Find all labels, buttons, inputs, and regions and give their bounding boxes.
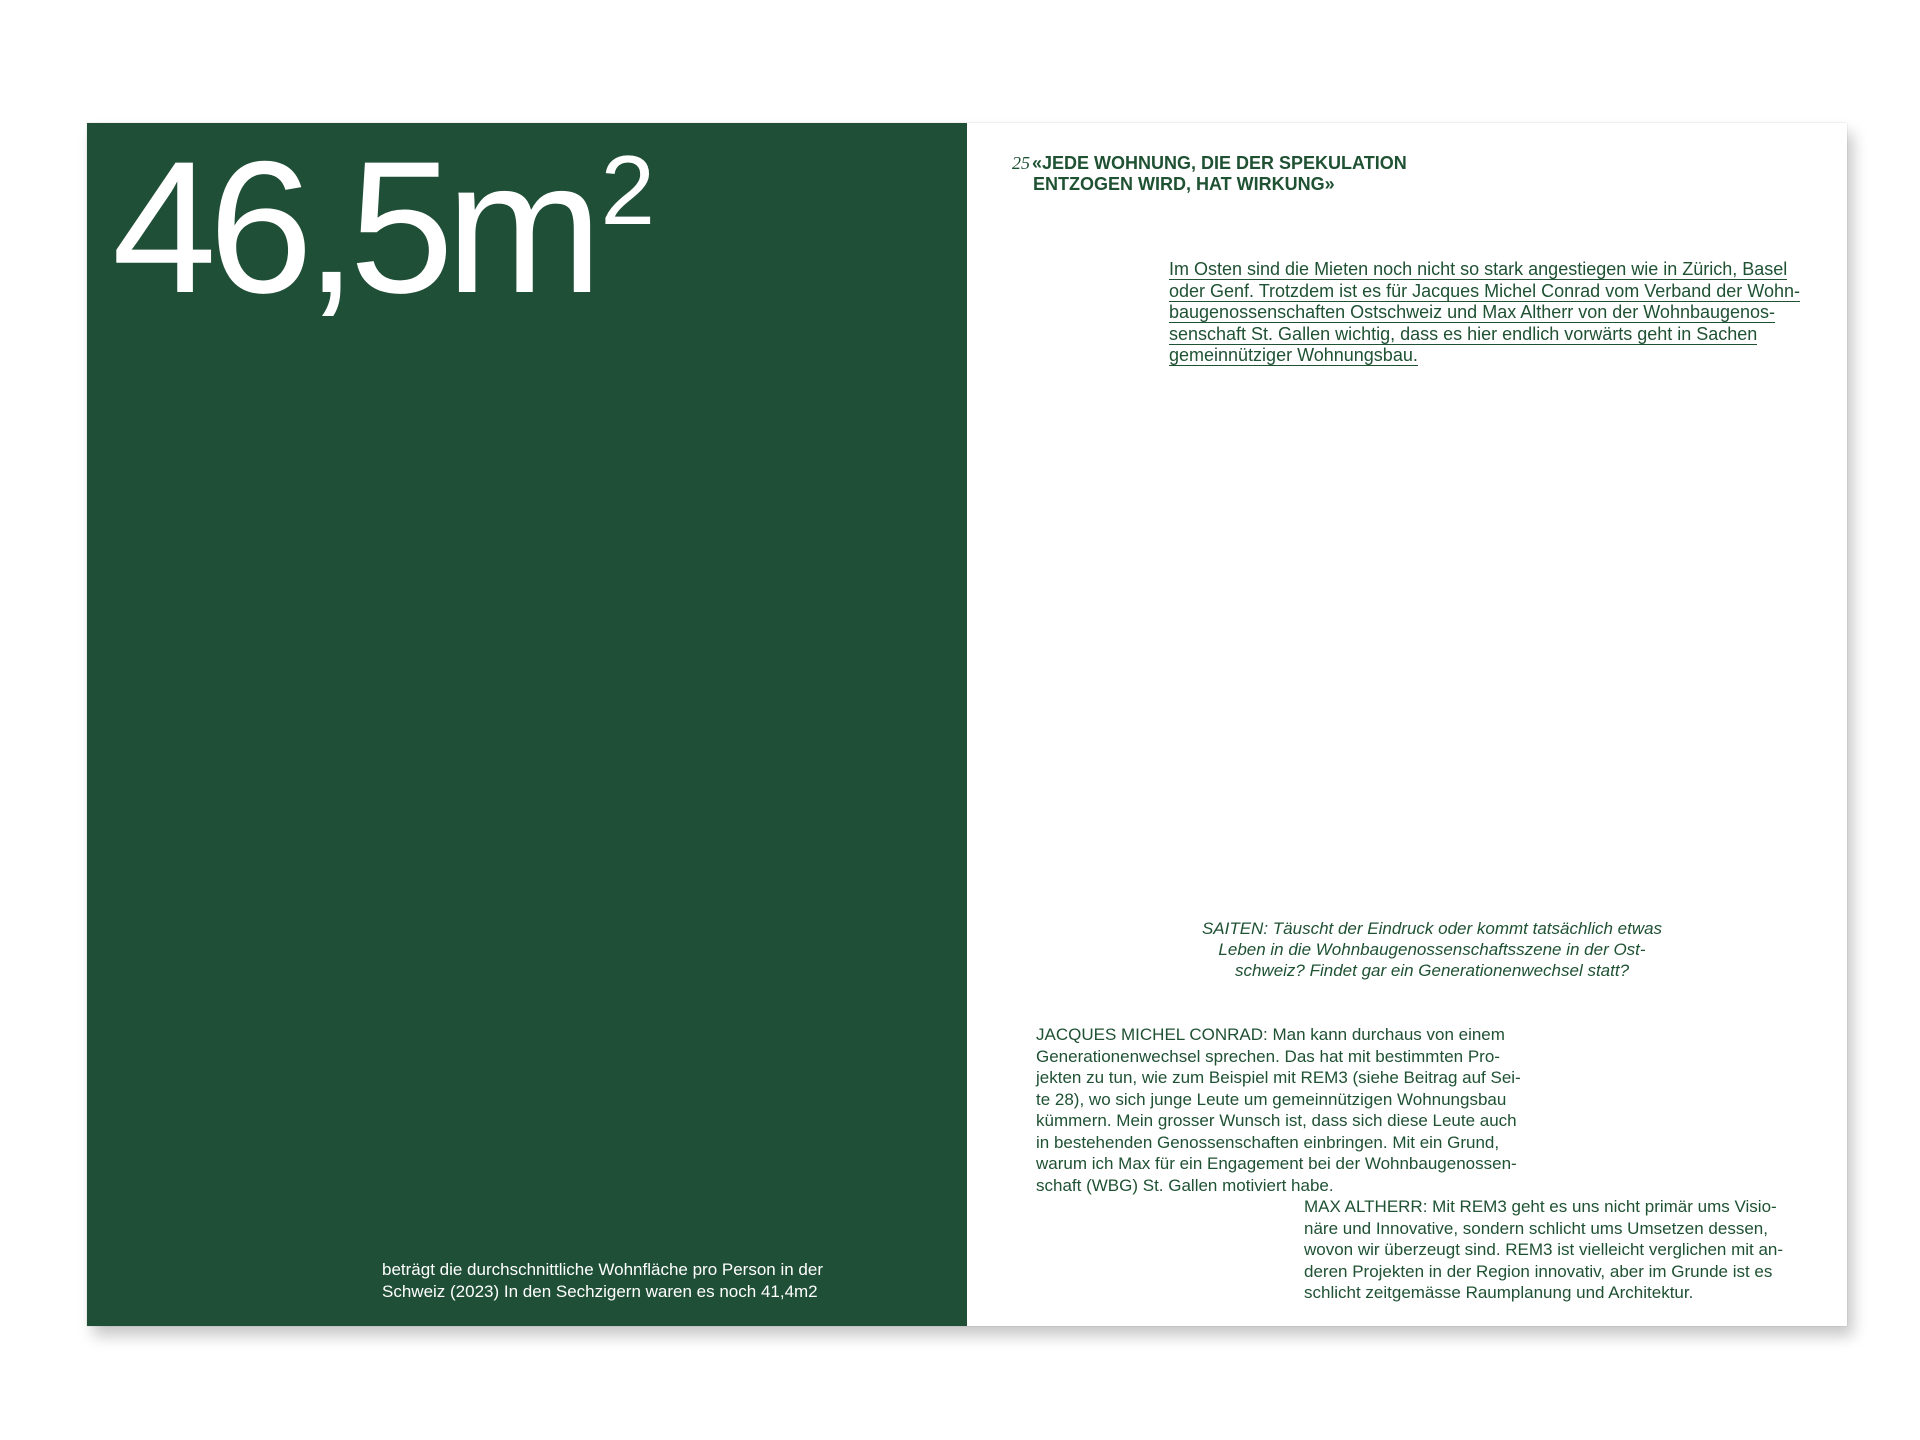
- lead-line: Im Osten sind die Mieten noch nicht so stark angestiegen wie in Zürich, Basel: [1169, 259, 1788, 279]
- answer-line: wovon wir überzeugt sind. REM3 ist vielleicht verglichen mit an-: [1304, 1240, 1784, 1259]
- lead-line: gemeinnütziger Wohnungsbau.: [1169, 345, 1418, 365]
- question-line: Leben in die Wohnbaugenossenschaftsszene in der Ost-: [1218, 940, 1646, 959]
- answer-line: warum ich Max für ein Engagement bei der Wohnbaugenossen-: [1036, 1154, 1517, 1173]
- answer-line: näre und Innovative, sondern schlicht ums Umsetzen dessen,: [1304, 1218, 1768, 1238]
- statistic-number: 46,5m: [112, 122, 595, 332]
- answer-line: schlicht zeitgemässe Raumplanung und Architektur.: [1304, 1283, 1694, 1302]
- statistic-figure: [112, 122, 656, 332]
- magazine-spread: [87, 123, 1847, 1326]
- interview-question: [1167, 918, 1697, 981]
- page-number: 25: [1012, 153, 1030, 173]
- answer-line: kümmern. Mein grosser Wunsch ist, dass sich diese Leute auch: [1036, 1111, 1517, 1130]
- answer-line: schaft (WBG) St. Gallen motiviert habe.: [1036, 1175, 1334, 1195]
- question-line: SAITEN: Täuscht der Eindruck oder kommt tatsächlich etwas: [1201, 919, 1663, 938]
- caption-line: Schweiz (2023) In den Sechzigern waren es noch 41,4m2: [382, 1282, 818, 1301]
- answer-line: in bestehenden Genossenschaften einbringen. Mit ein Grund,: [1036, 1132, 1500, 1152]
- heading-line: «JEDE WOHNUNG, DIE DER SPEKULATION: [1032, 153, 1407, 173]
- interview-answer-altherr: [1304, 1196, 1824, 1304]
- statistic-caption: [382, 1259, 902, 1303]
- lead-line: senschaft St. Gallen wichtig, dass es hier endlich vorwärts geht in Sachen: [1169, 323, 1758, 344]
- statistic-superscript: 2: [600, 135, 656, 245]
- heading-line: ENTZOGEN WIRD, HAT WIRKUNG»: [1033, 174, 1335, 194]
- answer-line: deren Projekten in der Region innovativ, aber im Grunde ist es: [1304, 1261, 1773, 1281]
- answer-line: JACQUES MICHEL CONRAD: Man kann durchaus von einem: [1036, 1025, 1505, 1044]
- article-heading: [1012, 153, 1407, 195]
- answer-line: Generationenwechsel sprechen. Das hat mit bestimmten Pro-: [1036, 1046, 1500, 1066]
- lead-line: oder Genf. Trotzdem ist es für Jacques Michel Conrad vom Verband der Wohn-: [1169, 280, 1800, 301]
- question-line: schweiz? Findet gar ein Generationenwechsel statt?: [1234, 961, 1630, 980]
- answer-line: MAX ALTHERR: Mit REM3 geht es uns nicht primär ums Visio-: [1304, 1197, 1777, 1216]
- interview-answer-conrad: [1036, 1024, 1556, 1196]
- caption-line: beträgt die durchschnittliche Wohnfläche pro Person in der: [382, 1260, 823, 1279]
- left-page: [87, 123, 967, 1326]
- lead-line: baugenossenschaften Ostschweiz und Max Altherr von der Wohnbaugenos-: [1169, 302, 1776, 322]
- answer-line: te 28), wo sich junge Leute um gemeinnützigen Wohnungsbau: [1036, 1089, 1507, 1109]
- right-page: [967, 123, 1847, 1326]
- article-lead: [1169, 259, 1819, 367]
- answer-line: jekten zu tun, wie zum Beispiel mit REM3 (siehe Beitrag auf Sei-: [1036, 1068, 1521, 1087]
